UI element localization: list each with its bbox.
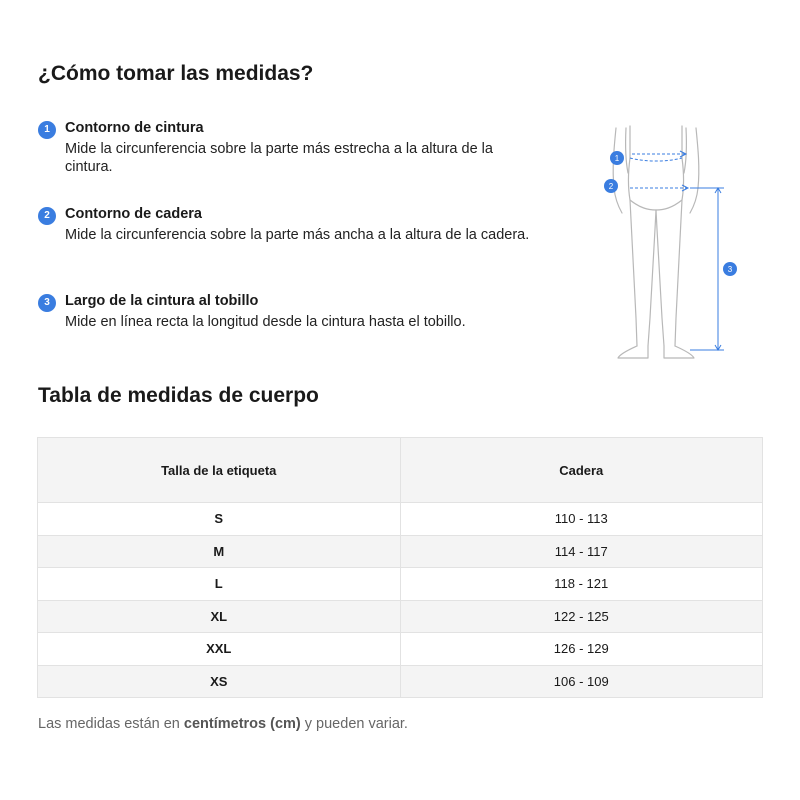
body-measurement-figure	[590, 118, 750, 368]
step-description: Mide la circunferencia sobre la parte más ancha a la altura de la cadera.	[65, 227, 530, 243]
table-row	[38, 535, 763, 568]
howto-title: ¿Cómo tomar las medidas?	[38, 62, 314, 85]
units-note-suffix: y pueden variar.	[300, 716, 408, 732]
step-title: Contorno de cadera	[65, 206, 202, 222]
column-header-size: Talla de la etiqueta	[38, 438, 401, 503]
units-note	[38, 716, 408, 732]
table-header-row	[38, 438, 763, 503]
step-number-badge: 3	[38, 294, 56, 312]
size-cell: L	[38, 568, 401, 601]
units-note-prefix: Las medidas están en	[38, 716, 184, 732]
step-description: Mide en línea recta la longitud desde la cintura hasta el tobillo.	[65, 314, 466, 330]
hip-cell: 106 - 109	[400, 665, 763, 698]
hip-cell: 118 - 121	[400, 568, 763, 601]
size-table	[37, 437, 763, 698]
step-number-badge: 1	[38, 121, 56, 139]
table-row	[38, 503, 763, 536]
figure-marker-2: 2	[608, 182, 614, 191]
size-cell: XL	[38, 600, 401, 633]
hip-cell: 122 - 125	[400, 600, 763, 633]
table-row	[38, 600, 763, 633]
step-description: Mide la circunferencia sobre la parte más estrecha a la altura de la cintura.	[65, 141, 493, 175]
hip-cell: 110 - 113	[400, 503, 763, 536]
table-title: Tabla de medidas de cuerpo	[38, 384, 319, 407]
figure-marker-1: 1	[614, 154, 620, 163]
step-title: Contorno de cintura	[65, 120, 204, 136]
step-title: Largo de la cintura al tobillo	[65, 293, 259, 309]
body-silhouette-icon	[590, 118, 750, 368]
table-row	[38, 665, 763, 698]
size-cell: XXL	[38, 633, 401, 666]
size-cell: M	[38, 535, 401, 568]
figure-marker-3: 3	[727, 265, 733, 274]
units-note-bold: centímetros (cm)	[183, 716, 301, 732]
table-row	[38, 568, 763, 601]
step-number-badge: 2	[38, 207, 56, 225]
column-header-hip: Cadera	[400, 438, 763, 503]
size-cell: XS	[38, 665, 401, 698]
table-row	[38, 633, 763, 666]
size-cell: S	[38, 503, 401, 536]
hip-cell: 126 - 129	[400, 633, 763, 666]
hip-cell: 114 - 117	[400, 535, 763, 568]
